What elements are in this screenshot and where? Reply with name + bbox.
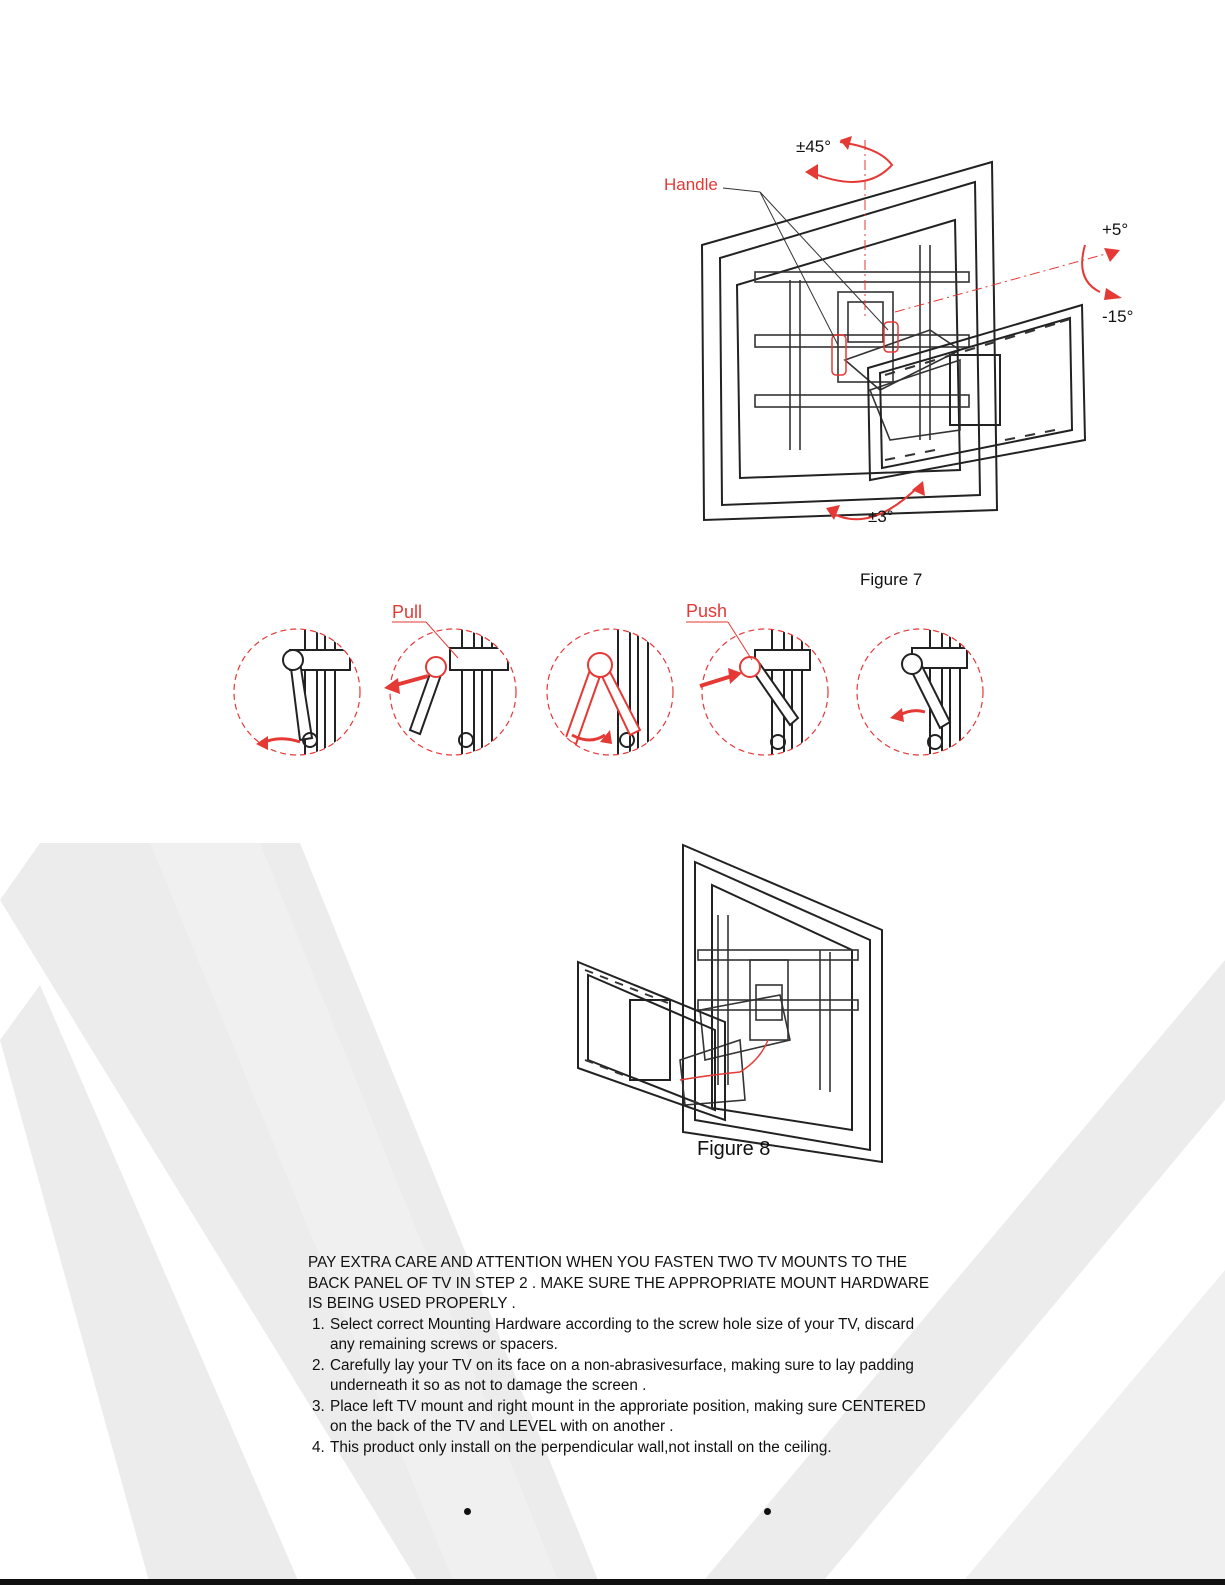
- list-item: 3. Place left TV mount and right mount in the approriate position, making sure CENTERED on the back of the TV and LEVEL with on another .: [312, 1397, 926, 1435]
- swivel-label: ±45°: [796, 137, 832, 156]
- footer-dot: [464, 1508, 471, 1515]
- list-item: 4. This product only install on the perpendicular wall,not install on the ceiling.: [312, 1438, 832, 1456]
- step-1-circle: [234, 625, 360, 760]
- bottom-rule: [0, 1579, 1225, 1585]
- tv-panel: [702, 162, 997, 520]
- step-3-circle: [547, 625, 673, 760]
- list-item: 1. Select correct Mounting Hardware according to the screw hole size of your TV, discard any remaining screws or spacers.: [312, 1315, 915, 1353]
- step-2-circle: [384, 625, 516, 760]
- handle-label: Handle: [664, 175, 718, 194]
- installation-notice: [308, 1253, 933, 1458]
- rotate-label: ±3°: [868, 507, 894, 526]
- pull-label: Pull: [392, 602, 423, 622]
- figure7-illustration: [600, 120, 1160, 560]
- handle-steps: [225, 595, 995, 765]
- step-5-circle: [857, 625, 983, 760]
- figure8-illustration: [570, 840, 890, 1170]
- notice-heading: PAY EXTRA CARE AND ATTENTION WHEN YOU FASTEN TWO TV MOUNTS TO THE BACK PANEL OF TV IN STEP 2 . MAKE SURE THE APPROPRIATE MOUNT HARDWARE IS BEING USED PROPERLY .: [308, 1254, 930, 1312]
- tilt-up-label: +5°: [1102, 220, 1129, 239]
- tilt-down-label: -15°: [1102, 307, 1134, 326]
- footer-dot: [764, 1508, 771, 1515]
- figure8-caption: Figure 8: [697, 1138, 771, 1160]
- notice-list: [308, 1315, 933, 1459]
- step-4-circle: [700, 625, 828, 760]
- figure7-caption: Figure 7: [860, 570, 923, 589]
- list-item: 2. Carefully lay your TV on its face on a non-abrasivesurface, making sure to lay padding underneath it so as not to damage the screen .: [312, 1356, 914, 1394]
- push-label: Push: [686, 601, 728, 621]
- handle-markers: [832, 322, 898, 375]
